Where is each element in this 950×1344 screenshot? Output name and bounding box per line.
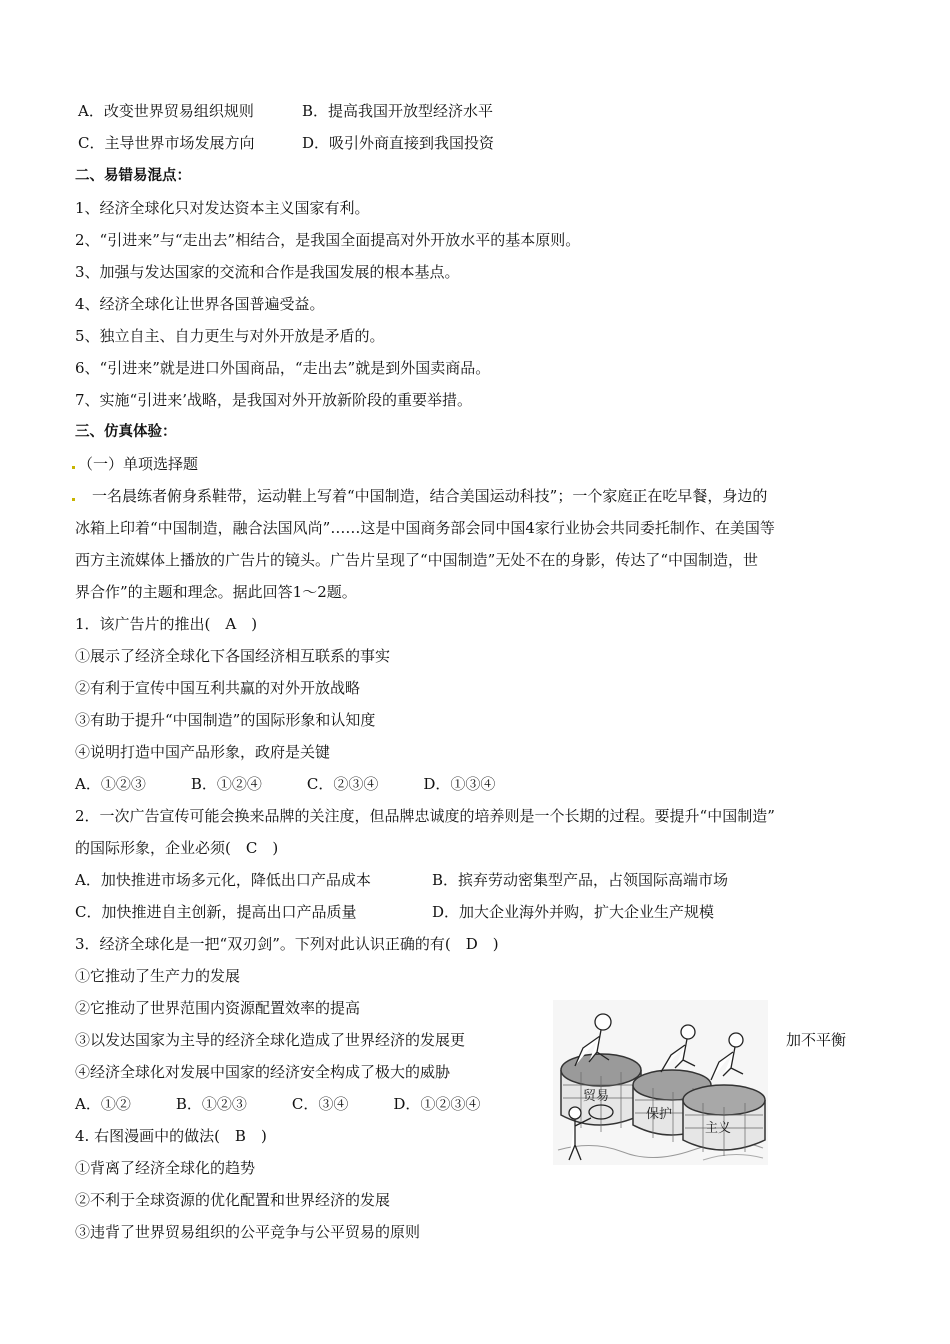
pool-icon bbox=[561, 1054, 641, 1132]
option-a: A．改变世界贸易组织规则 bbox=[78, 102, 254, 120]
q2-stem: 2．一次广告宣传可能会换来品牌的关注度，但品牌忠诚度的培养则是一个长期的过程。要提升“中国制造” bbox=[75, 807, 775, 825]
q1-options: A．①②③ B．①②④ C．②③④ D．①③④ bbox=[75, 775, 496, 793]
option-b: B．提高我国开放型经济水平 bbox=[302, 102, 494, 120]
q2-stem: 的国际形象，企业必须( C ) bbox=[75, 839, 279, 857]
q4-item: ②不利于全球资源的优化配置和世界经济的发展 bbox=[75, 1191, 391, 1209]
q3-item: ④经济全球化对发展中国家的经济安全构成了极大的威胁 bbox=[75, 1063, 451, 1081]
cartoon-label: 主义 bbox=[705, 1121, 732, 1136]
section2-item: 2、“引进来”与“走出去”相结合，是我国全面提高对外开放水平的基本原则。 bbox=[75, 231, 581, 249]
trade-protectionism-cartoon bbox=[553, 1000, 768, 1165]
q1-item: ①展示了经济全球化下各国经济相互联系的事实 bbox=[75, 647, 391, 665]
q2-option-a: A．加快推进市场多元化，降低出口产品成本 bbox=[75, 871, 371, 889]
section3-subtitle: （一）单项选择题 bbox=[78, 455, 199, 473]
q3-item: ①它推动了生产力的发展 bbox=[75, 967, 241, 985]
q4-item: ③违背了世界贸易组织的公平竞争与公平贸易的原则 bbox=[75, 1223, 421, 1241]
section2-item: 3、加强与发达国家的交流和合作是我国发展的根本基点。 bbox=[75, 263, 460, 281]
q3-item: ③以发达国家为主导的经济全球化造成了世界经济的发展更 bbox=[75, 1031, 466, 1049]
q4-stem: 4. 右图漫画中的做法( B ) bbox=[75, 1127, 267, 1145]
passage-line: 界合作”的主题和理念。据此回答1～2题。 bbox=[75, 583, 357, 601]
section2-item: 7、实施“引进来’战略，是我国对外开放新阶段的重要举措。 bbox=[75, 391, 472, 409]
section3-title: 三、仿真体验： bbox=[75, 424, 177, 440]
q3-options: A．①② B．①②③ C．③④ D．①②③④ bbox=[75, 1095, 481, 1113]
q1-item: ④说明打造中国产品形象，政府是关键 bbox=[75, 743, 331, 761]
passage-line: 冰箱上印着“中国制造，融合法国风尚”……这是中国商务部会同中国4家行业协会共同委托制作、在美国等 bbox=[75, 519, 775, 537]
q1-stem: 1．该广告片的推出( A ) bbox=[75, 615, 258, 633]
option-d: D．吸引外商直接到我国投资 bbox=[302, 134, 495, 152]
q4-item: ①背离了经济全球化的趋势 bbox=[75, 1159, 256, 1177]
section2-item: 4、经济全球化让世界各国普遍受益。 bbox=[75, 295, 325, 313]
q2-option-c: C．加快推进自主创新，提高出口产品质量 bbox=[75, 903, 357, 921]
marker-dot bbox=[72, 466, 75, 469]
cartoon-label: 贸易 bbox=[583, 1089, 610, 1104]
cartoon-label: 保护 bbox=[646, 1107, 673, 1122]
marker-dot bbox=[72, 498, 75, 501]
section2-item: 5、独立自主、自力更生与对外开放是矛盾的。 bbox=[75, 327, 385, 345]
option-c: C．主导世界市场发展方向 bbox=[78, 134, 255, 152]
passage-line: 西方主流媒体上播放的广告片的镜头。广告片呈现了“中国制造”无处不在的身影，传达了“中国制造，世 bbox=[75, 551, 759, 569]
q1-item: ②有利于宣传中国互利共赢的对外开放战略 bbox=[75, 679, 361, 697]
q3-item-tail: 加不平衡 bbox=[786, 1031, 847, 1049]
pool-icon bbox=[683, 1085, 765, 1156]
passage-line: 一名晨练者俯身系鞋带，运动鞋上写着“中国制造，结合美国运动科技”；一个家庭正在吃早餐，身边的 bbox=[92, 487, 768, 505]
q2-option-d: D．加大企业海外并购，扩大企业生产规模 bbox=[432, 903, 715, 921]
section2-title: 二、易错易混点： bbox=[75, 168, 191, 184]
section2-item: 6、“引进来”就是进口外国商品，“走出去”就是到外国卖商品。 bbox=[75, 359, 491, 377]
q3-item: ②它推动了世界范围内资源配置效率的提高 bbox=[75, 999, 361, 1017]
q2-option-b: B．摈弃劳动密集型产品，占领国际高端市场 bbox=[432, 871, 729, 889]
q3-stem: 3．经济全球化是一把“双刃剑”。下列对此认识正确的有( D ) bbox=[75, 935, 499, 953]
q1-item: ③有助于提升“中国制造”的国际形象和认知度 bbox=[75, 711, 376, 729]
section2-item: 1、经济全球化只对发达资本主义国家有利。 bbox=[75, 199, 370, 217]
